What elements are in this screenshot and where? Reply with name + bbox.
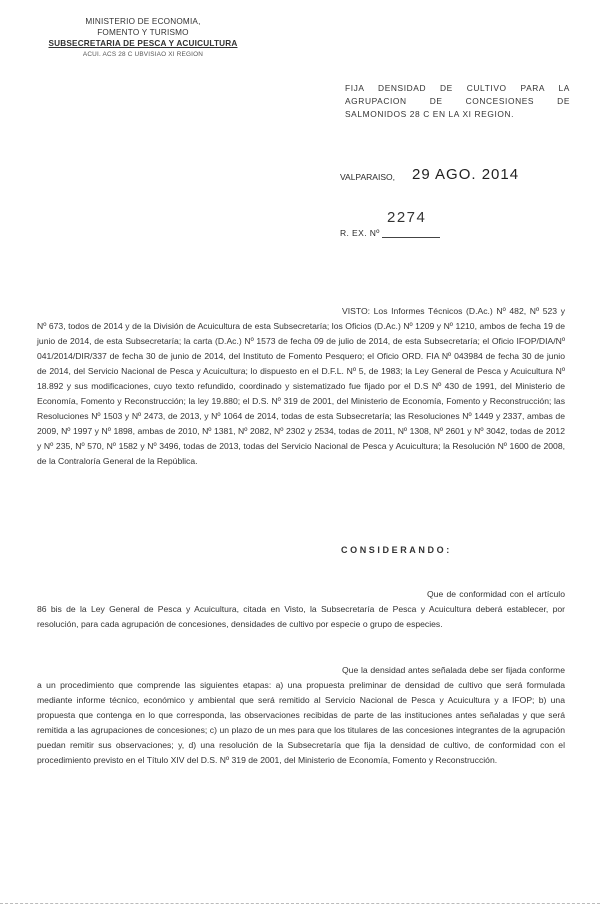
place-label: VALPARAISO, — [340, 172, 395, 182]
resolution-summary: FIJA DENSIDAD DE CULTIVO PARA LA AGRUPACION DE CONCESIONES DE SALMONIDOS 28 C EN LA XI REGION. — [345, 83, 570, 119]
rex-number: 2274 — [387, 209, 427, 226]
page-bottom-edge — [0, 903, 600, 910]
rex-label: R. EX. Nº — [340, 228, 380, 238]
letterhead-ministry-sub: FOMENTO Y TURISMO — [97, 28, 189, 37]
resolution-number-line — [340, 209, 440, 238]
considerando-paragraph-1: Que de conformidad con el artículo 86 bis de la Ley General de Pesca y Acuicultura, citada en Visto, la Subsecretaría de Pesca y Acuicultura deberá establecer, por resolución, para cada agrupación de concesiones, densidades de cultivo por especie o grupo de especies. — [37, 589, 565, 629]
rex-underline — [382, 237, 440, 238]
stamped-date: 29 AGO. 2014 — [412, 166, 520, 183]
letterhead-ministry: MINISTERIO DE ECONOMIA, — [85, 17, 201, 26]
considerando-heading: CONSIDERANDO: — [341, 545, 452, 555]
date-line — [340, 166, 540, 183]
letterhead-subsecretaria: SUBSECRETARIA DE PESCA Y ACUICULTURA — [48, 39, 238, 48]
letterhead-reference: ACUI. ACS 28 C UBVISIAO XI REGION — [82, 51, 204, 58]
letterhead — [48, 16, 238, 60]
considerando-paragraph-2: Que la densidad antes señalada debe ser fijada conforme a un procedimiento que comprende las siguientes etapas: a) una propuesta preliminar de densidad de cultivo que será formulada mediante informe técnico, económico y ambiental que será remitido al Servicio Nacional de Pesca y Acuicultura y a IFOP; b) una propuesta que contenga en lo que corresponda, las observaciones recibidas de parte de las instituciones antes señaladas y que será remitida a las agrupaciones de concesiones; c) un plazo de un mes para que los titulares de las concesiones integrantes de la agrupación puedan remitir sus observaciones; y, d) una resolución de la Subsecretaría que fija la densidad de cultivo, de conformidad con el procedimiento previsto en el Título XIV del D.S. Nº 319 de 2001, del Ministerio de Economía, Fomento y Reconstrucción. — [37, 665, 565, 765]
visto-paragraph: VISTO: Los Informes Técnicos (D.Ac.) Nº 482, Nº 523 y Nº 673, todos de 2014 y de la División de Acuicultura de esta Subsecretaría; los Oficios (D.Ac.) Nº 1209 y Nº 1210, ambos de fecha 19 de junio de 2014, de esta Subsecretaría; la carta (D.Ac.) Nº 1573 de fecha 09 de julio de 2014, de esta Subsecretaría; el Oficio IFOP/DIA/Nº 041/2014/DIR/337 de fecha 30 de junio de 2014, del Instituto de Fomento Pesquero; el Oficio ORD. FIA Nº 043984 de fecha 30 de junio de 2014, del Servicio Nacional de Pesca y Acuicultura; lo dispuesto en el D.F.L. Nº 5, de 1983; la Ley General de Pesca y Acuicultura Nº 18.892 y sus modificaciones, cuyo texto refundido, coordinado y sistematizado fue fijado por el D.S Nº 430 de 1991, del Ministerio de Economía, Fomento y Reconstrucción; la ley 19.880; el D.S. Nº 319 de 2001, del Ministerio de Economía, Fomento y Reconstrucción; las Resoluciones Nº 1503 y Nº 2473, de 2013, y Nº 1064 de 2014, todas de esta Subsecretaría; las Resoluciones Nº 1449 y 2337, ambas de 2009, Nº 1997 y Nº 1898, ambas de 2010, Nº 1381, Nº 2082, Nº 2302 y 2534, todas de 2011, Nº 1308, Nº 2601 y Nº 3042, todas de 2012 y Nº 235, Nº 570, Nº 1582 y Nº 3496, todas de 2013, todas del Servicio Nacional de Pesca y Acuicultura; la Resolución Nº 1600 de 2008, de la Contraloría General de la República. — [37, 306, 565, 466]
